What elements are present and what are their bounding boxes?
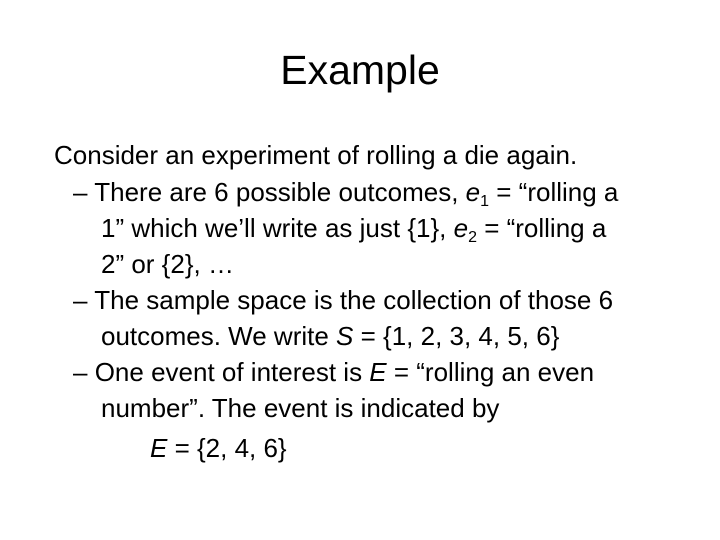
bullet-marker: – (73, 357, 88, 387)
bullet-1-line-1 (73, 177, 619, 210)
variable-e-upper: E (150, 433, 168, 463)
bullet-1-text: = “rolling a (476, 213, 607, 243)
bullet-3-line-1 (73, 357, 594, 387)
variable-e: e (453, 213, 469, 243)
bullet-marker: – (73, 177, 88, 207)
bullet-3-text: = “rolling an even (386, 357, 595, 387)
bullet-1-text: = “rolling a (489, 177, 619, 207)
variable-s: S (336, 321, 354, 351)
subscript: 2 (468, 229, 477, 246)
bullet-1-line-2 (101, 213, 607, 246)
slide-title: Example (280, 47, 440, 93)
bullet-1-line-3: 2” or {2}, … (101, 249, 234, 279)
bullet-1-text: There are 6 possible outcomes, (94, 177, 466, 207)
bullet-2-text: = {1, 2, 3, 4, 5, 6} (353, 321, 560, 351)
intro-text: Consider an experiment of rolling a die again. (54, 140, 578, 170)
bullet-3-line-3 (150, 433, 287, 463)
variable-e-upper: E (369, 357, 387, 387)
bullet-2-line-2 (101, 321, 559, 351)
bullet-3-line-2: number”. The event is indicated by (101, 393, 500, 423)
bullet-1-text: 1” which we’ll write as just {1}, (101, 213, 454, 243)
bullet-2-text: The sample space is the collection of those 6 (94, 285, 614, 315)
bullet-3-text: One event of interest is (94, 357, 370, 387)
bullet-3-text: = {2, 4, 6} (167, 433, 287, 463)
variable-e: e (465, 177, 481, 207)
bullet-marker: – (73, 285, 88, 315)
bullet-2-line-1 (73, 285, 613, 315)
bullet-2-text: outcomes. We write (101, 321, 337, 351)
subscript: 1 (480, 193, 490, 210)
